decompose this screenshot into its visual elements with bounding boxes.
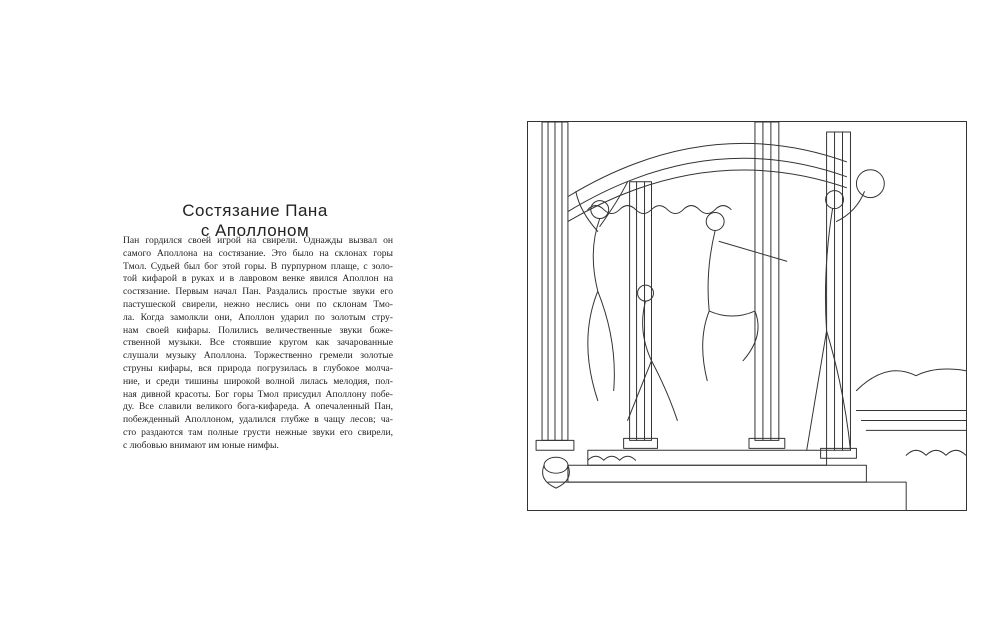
- vine-right: [906, 450, 966, 455]
- story-text: [123, 235, 393, 453]
- text-line: побежденный Аполлоном, удалился глубже в чащу лесов; ча-: [123, 414, 393, 426]
- text-line: нам своей кифары. Полились величественные звуки боже-: [123, 324, 393, 336]
- double-flute: [719, 241, 787, 261]
- piper-head: [706, 213, 724, 231]
- arch-outline: [568, 143, 847, 196]
- text-line: ние, и среди тишины широкой волной лилась мелодия, пол-: [123, 375, 393, 387]
- coloring-illustration: [527, 121, 967, 511]
- text-line: ственной музыки. Все стоявшие кругом как зачарованные: [123, 337, 393, 349]
- text-line: с любовью внимают им юные нимфы.: [123, 439, 279, 451]
- step-2: [568, 465, 866, 482]
- text-line: той кифарой в руках и в лавровом венке явился Аполлон на: [123, 273, 393, 285]
- middle-column: [630, 182, 652, 441]
- text-line: состязание. Первым начал Пан. Раздались простые звуки его: [123, 286, 393, 298]
- text-line: самого Аполлона на состязание. Это было на склонах горы: [123, 247, 393, 259]
- title-line-2: с Аполлоном: [200, 221, 310, 241]
- tambourine: [856, 170, 884, 198]
- text-line: Тмол. Судьей был бог этой горы. В пурпурном плаще, с золо-: [123, 260, 393, 272]
- text-line: слушали музыку Аполлона. Торжественно гремели золотые: [123, 350, 393, 362]
- figure-right-robe: [807, 209, 851, 451]
- text-line: ду. Все славили великого бога-кифареда. А опечаленный Пан,: [123, 401, 393, 413]
- text-line: пастушеской свирели, нежно неслись они по склонам Тмо-: [123, 298, 393, 310]
- nymph-left-body: [588, 219, 615, 401]
- nymph-left-arms: [576, 182, 628, 232]
- nymph-left-head: [591, 201, 609, 219]
- vine-left: [588, 456, 636, 460]
- fallen-vase: [544, 457, 568, 473]
- distant-hills: [856, 369, 965, 391]
- piper-body: [703, 230, 758, 380]
- title-line-1: Состязание Пана: [182, 201, 328, 221]
- right-column: [827, 132, 851, 450]
- center-column: [755, 122, 779, 440]
- text-line: ная дивной красоты. Бог горы Тмол присудил Аполлону побе-: [123, 388, 393, 400]
- line-art-scene: [528, 122, 966, 510]
- text-line: сто раздаются там полные грусти нежные звуки его свирели,: [123, 426, 393, 438]
- text-line: струны кифары, вся природа погрузилась в глубокое молча-: [123, 362, 393, 374]
- text-line: ла. Когда замолкли они, Аполлон ударил по золотым стру-: [123, 311, 393, 323]
- pan-body: [628, 301, 678, 420]
- sea-lines: [856, 411, 965, 431]
- step-3: [548, 482, 906, 510]
- arch-inner: [568, 158, 847, 211]
- text-line: Пан гордился своей игрой на свирели. Однажды вызвал он: [123, 235, 393, 246]
